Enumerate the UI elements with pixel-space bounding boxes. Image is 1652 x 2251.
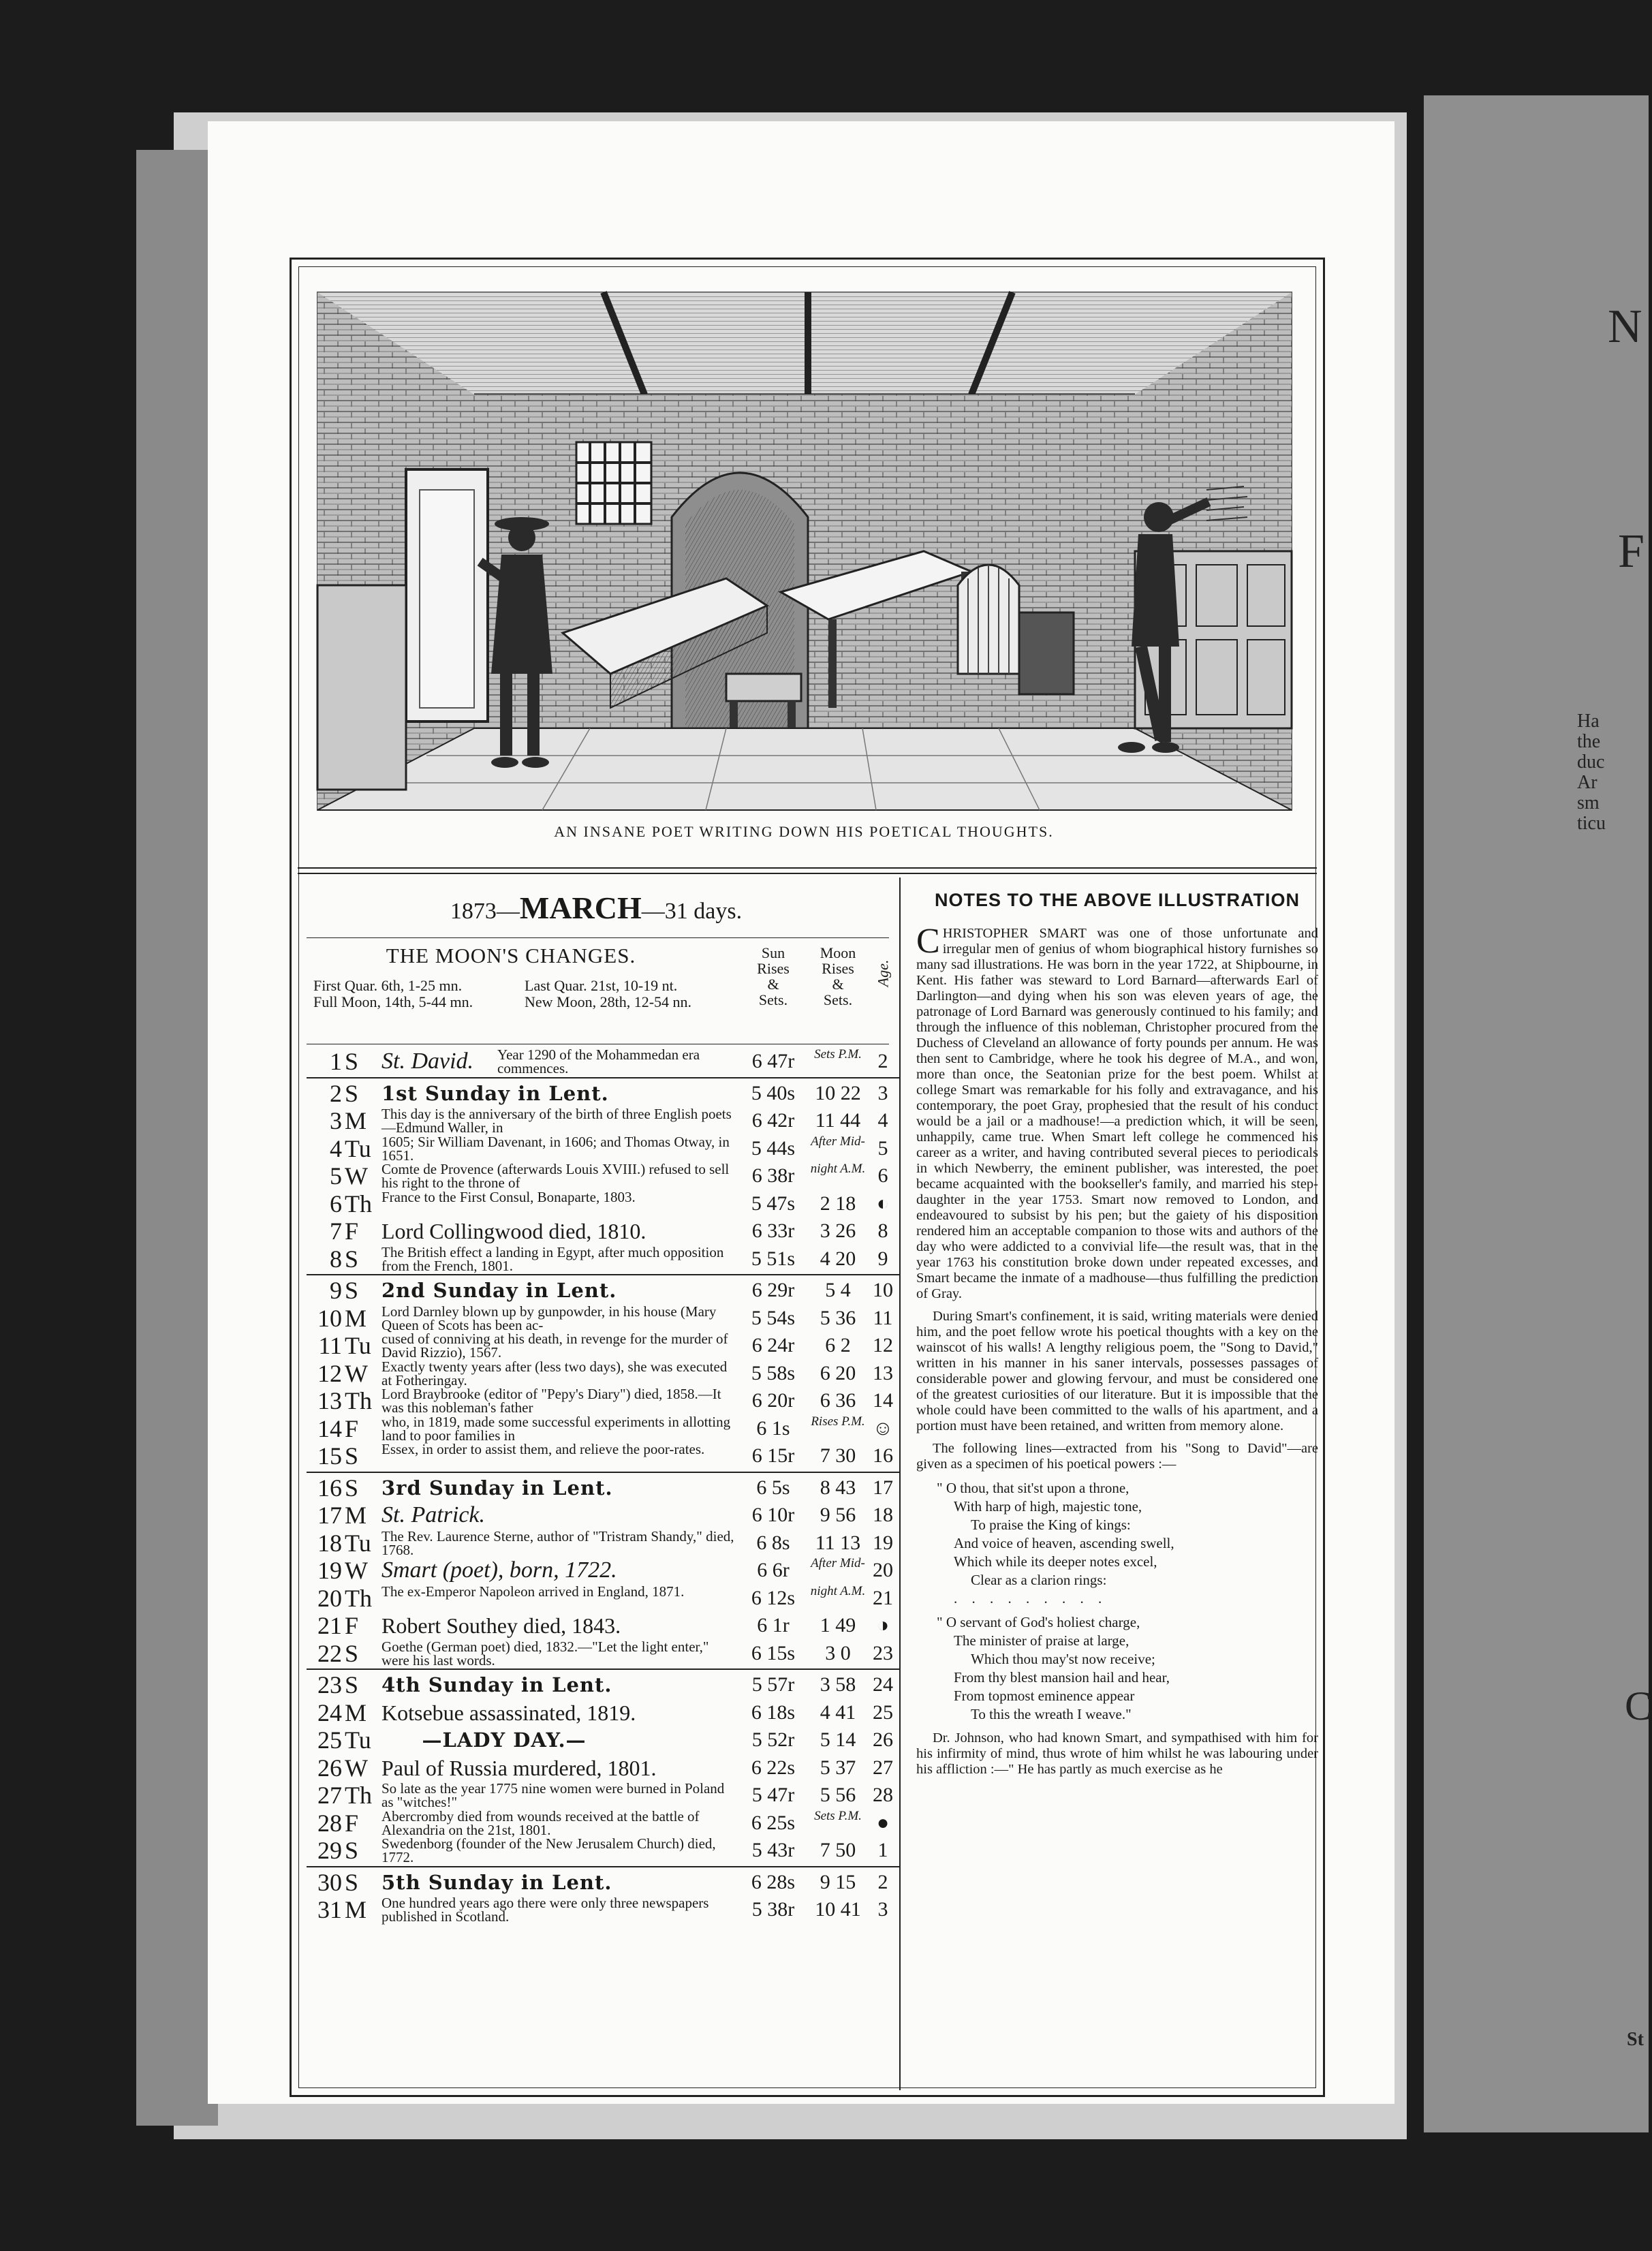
day-of-week: Tu [345,1134,371,1162]
sun-rises-sets: 5 38r [751,1898,795,1921]
day-event: 4th Sunday in Lent. [381,1673,612,1696]
sun-rises-sets: 6 12s [751,1586,796,1609]
day-event: Lord Darnley blown up by gunpowder, in his house (Mary Queen of Scots has been ac- [381,1303,717,1333]
day-number: 30 [317,1868,342,1896]
notes-paragraph-1 [916,922,1318,1302]
poem-line: The minister of praise at large, [954,1632,1129,1649]
adjacent-snippet-3: Ar [1577,772,1598,793]
poem-stanza-1 [937,1479,1318,1608]
day-of-week: S [345,1639,359,1667]
moon-age: 6 [877,1164,888,1187]
moon-rises-sets: After Mid- [811,1556,865,1570]
calendar-row [307,1190,889,1217]
adjacent-snippet-4: sm [1577,792,1600,813]
month-dash-1: — [496,899,520,924]
moon-rises-sets: 11 44 [815,1109,861,1132]
sun-rises-sets: 6 38r [751,1164,795,1187]
sun-rises-sets: 6 5s [756,1476,790,1499]
moon-rises-sets: 4 20 [820,1247,856,1270]
day-of-week: F [345,1809,359,1837]
day-number: 8 [330,1245,342,1273]
day-event: Exactly twenty years after (less two days), she was executed at Fotheringay. [381,1358,728,1388]
day-number: 26 [317,1754,342,1782]
moon-rises-sets: 11 13 [815,1531,861,1554]
day-of-week: Tu [345,1332,371,1359]
calendar-row [307,1896,889,1923]
sun-rises-sets: 6 25s [751,1811,796,1834]
sun-rises-sets: 6 1s [756,1416,790,1440]
poem-line: To praise the King of kings: [971,1517,1131,1533]
adjacent-letter-c: C [1625,1683,1652,1728]
day-of-week: W [345,1557,368,1584]
calendar-row [307,1527,893,1558]
day-of-week: M [345,1304,367,1332]
calendar-row [307,1048,889,1075]
moon-rises-sets: 7 50 [820,1839,856,1861]
month-days: 31 days. [664,899,743,924]
sun-head-1: Sun [761,944,785,961]
day-event: 2nd Sunday in Lent. [381,1279,617,1302]
day-event: Robert Southey died, 1843. [381,1613,621,1638]
notes-paragraph-4: Dr. Johnson, who had known Smart, and sympathised with him for his infirmity of mind, thus wrote of him whilst he was labouring under his affliction :—" He has partly as much exercise as he [916,1730,1318,1777]
moon-rises-sets: 5 36 [820,1306,856,1329]
moon-age: 1 [877,1839,888,1861]
moon-rises-sets: 8 43 [820,1476,856,1499]
calendar-row [307,1358,893,1388]
sun-rises-sets: 6 10r [751,1504,795,1526]
moon-rises-sets: 5 4 [825,1279,851,1301]
day-event: Paul of Russia murdered, 1801. [381,1755,657,1780]
calendar-row [307,1638,893,1668]
calendar-row [307,1780,893,1810]
calendar-row [307,1303,893,1333]
moon-rises-sets: 2 18 [820,1192,856,1215]
calendar-row [307,1245,889,1273]
sun-rises-sets: 6 33r [751,1220,795,1242]
day-event: who, in 1819, made some successful experiments in allotting land to poor families in [381,1413,731,1444]
day-number: 28 [317,1809,342,1837]
calendar-row [307,1671,893,1698]
day-of-week: M [345,1896,367,1923]
day-event: The Rev. Laurence Sterne, author of "Tristram Shandy," died, 1768. [381,1527,734,1558]
moon-age: 2 [877,1050,888,1072]
sun-rises-sets: 5 44s [751,1136,796,1160]
day-event: St. David. [381,1049,474,1074]
sun-rises-sets: 5 47s [751,1192,796,1215]
week-separator [307,1472,899,1473]
day-event: One hundred years ago there were only three newspapers published in Scotland. [381,1895,709,1925]
moon-last-quarter: Last Quar. 21st, 10-19 nt. [525,977,678,994]
day-number: 4 [330,1134,342,1162]
moon-age: 25 [873,1701,893,1724]
day-number: 29 [317,1837,342,1864]
day-of-week: M [345,1107,367,1134]
day-of-week: Th [345,1584,372,1612]
day-number: 6 [330,1190,342,1217]
moon-rises-sets: 4 41 [820,1701,856,1724]
day-of-week: S [345,1079,359,1107]
day-number: 16 [317,1474,342,1502]
calendar-row [307,1107,889,1134]
poem-line: With harp of high, majestic tone, [954,1498,1142,1515]
moon-changes-left [313,978,518,1010]
day-of-week: Th [345,1387,372,1414]
day-number: 15 [317,1442,342,1470]
moon-rises-sets: 3 26 [820,1220,856,1242]
day-of-week: Th [345,1782,372,1809]
adjacent-letter-f: F [1618,525,1645,578]
calendar-row [307,1754,893,1782]
calendar-row [307,1583,893,1612]
day-event-note: Year 1290 of the Mohammedan era commences. [497,1046,700,1076]
moon-rises-sets: 3 0 [825,1641,851,1664]
moon-rises-sets: 9 15 [820,1870,856,1893]
day-event: Kotsebue assassinated, 1819. [381,1700,636,1725]
calendar-row [307,1502,893,1529]
day-event: Essex, in order to assist them, and relieve the poor-rates. [381,1441,705,1457]
week-separator [307,1668,899,1670]
sun-rises-sets: 5 51s [751,1247,796,1270]
day-of-week: S [345,1837,359,1864]
moon-age: 14 [873,1389,893,1412]
adjacent-snippet-1: the [1577,731,1601,752]
calendar-row [307,1869,889,1896]
day-of-week: F [345,1217,359,1245]
day-number: 19 [317,1557,342,1584]
day-of-week: W [345,1359,368,1387]
moon-rises-sets: night A.M. [810,1162,866,1176]
day-event: Lord Collingwood died, 1810. [381,1219,646,1243]
moon-head-3: & [832,976,844,993]
sun-rises-sets: 5 40s [751,1081,796,1104]
poem-line: Which while its deeper notes excel, [954,1553,1157,1570]
week-separator [307,1274,899,1275]
moon-age: 18 [873,1504,893,1526]
moon-age: ● [876,1811,890,1834]
sun-head-4: Sets. [758,991,788,1008]
calendar-row [307,1474,893,1502]
moon-age: 20 [873,1559,893,1581]
moon-age: 24 [873,1673,893,1696]
day-event: France to the First Consul, Bonaparte, 1803. [381,1188,636,1205]
moon-age: ◐ [876,1192,890,1215]
notes-title: NOTES TO THE ABOVE ILLUSTRATION [934,890,1300,910]
moon-age: 2 [877,1870,888,1893]
moon-rises-sets: Sets P.M. [814,1808,862,1823]
moon-changes-heading: THE MOON'S CHANGES. [386,944,636,967]
column-divider [899,878,901,2090]
engraving-illustration [317,292,1292,811]
section-rule-bottom [298,873,1317,874]
day-number: 23 [317,1671,342,1698]
sun-rises-sets: 5 54s [751,1306,796,1329]
day-number: 18 [317,1529,342,1557]
day-of-week: Tu [345,1726,371,1754]
moon-age: 17 [873,1476,893,1499]
moon-rises-sets: 10 41 [815,1898,861,1921]
sun-rises-sets: 6 6r [757,1559,790,1581]
calendar-row [307,1612,889,1639]
adjacent-snippet-2: duc [1577,751,1605,773]
day-number: 31 [317,1896,342,1923]
moon-first-quarter: First Quar. 6th, 1-25 mn. [313,977,463,994]
notes-column [916,890,1318,1784]
poem-line: And voice of heaven, ascending swell, [954,1535,1174,1551]
moon-rises-sets: Rises P.M. [811,1414,865,1429]
calendar-row [307,1556,893,1584]
day-number: 21 [317,1612,342,1639]
day-of-week: W [345,1754,368,1782]
moon-age: 21 [873,1586,893,1609]
sun-head-2: Rises [757,960,790,977]
moon-age: 8 [877,1220,888,1242]
day-number: 11 [318,1332,342,1359]
day-event: Abercromby died from wounds received at the battle of Alexandria on the 21st, 1801. [381,1807,700,1838]
poem-line: Which thou may'st now receive; [971,1651,1155,1667]
moon-head-1: Moon [820,944,856,961]
poem-line: From topmost eminence appear [954,1688,1135,1704]
drop-cap: C [916,922,940,961]
month-dash-2: — [641,899,665,924]
calendar-row [307,1413,894,1444]
illustration-caption: AN INSANE POET WRITING DOWN HIS POETICAL THOUGHTS. [554,823,1054,840]
sun-head-3: & [767,976,779,993]
day-number: 17 [317,1502,342,1529]
adjacent-snippet-5: ticu [1577,813,1606,834]
poem-ellipsis: . . . . . . . . . [954,1590,1108,1606]
day-of-week: S [345,1671,359,1698]
calendar-row [307,1726,893,1754]
sun-rises-sets: 5 58s [751,1361,796,1384]
day-of-week: S [345,1474,359,1502]
day-number: 7 [330,1217,342,1245]
day-event: cused of conniving at his death, in revenge for the murder of David Rizzio), 1567. [381,1331,728,1361]
day-event: So late as the year 1775 nine women were burned in Poland as "witches!" [381,1780,725,1810]
moon-rises-sets: After Mid- [811,1134,865,1149]
week-separator [307,1077,899,1078]
day-event: The British effect a landing in Egypt, after much opposition from the French, 1801. [381,1243,724,1274]
calendar-row [307,1837,889,1864]
moon-changes-right [525,978,729,1010]
day-of-week: S [345,1048,359,1075]
sun-rises-sets: 6 20r [751,1389,795,1412]
month-year: 1873 [450,899,497,924]
poem-line: To this the wreath I weave." [971,1706,1132,1722]
moon-head-4: Sets. [823,991,853,1008]
moon-rises-sets: 9 56 [820,1504,856,1526]
day-of-week: M [345,1698,367,1726]
poem-line: " O thou, that sit'st upon a throne, [937,1480,1129,1496]
day-event: Goethe (German poet) died, 1832.—"Let the light enter," were his last words. [381,1638,709,1668]
day-number: 10 [317,1304,342,1332]
sun-rises-sets: 6 28s [751,1870,796,1893]
calendar-row [307,1807,890,1838]
poem-line: Clear as a clarion rings: [971,1572,1107,1588]
day-of-week: S [345,1277,359,1304]
moon-column-heading [807,945,869,1008]
day-event: The ex-Emperor Napoleon arrived in England, 1871. [381,1583,685,1600]
moon-rises-sets: 1 49 [820,1614,856,1636]
day-of-week: Tu [345,1529,371,1557]
moon-age: 12 [873,1334,893,1356]
moon-age: 3 [877,1081,888,1104]
notes-paragraph-3: The following lines—extracted from his "Song to David"—are given as a specimen of his poetical powers :— [916,1441,1318,1472]
sun-rises-sets: 6 8s [756,1531,790,1554]
sun-rises-sets: 5 52r [751,1728,795,1751]
moon-rises-sets: 10 22 [815,1081,861,1104]
moon-age: 26 [873,1728,893,1751]
age-column-heading: Age. [874,959,892,987]
poem-line: From thy blest mansion hail and hear, [954,1669,1170,1686]
day-number: 22 [317,1639,342,1667]
calendar-row [307,1080,889,1107]
adjacent-letter-st: St [1627,2029,1644,2050]
day-number: 14 [317,1414,342,1442]
moon-rises-sets: 3 58 [820,1673,856,1696]
moon-new: New Moon, 28th, 12-54 nn. [525,993,692,1010]
almanac-page [208,121,1394,2104]
day-of-week: Th [345,1190,372,1217]
moon-age: 9 [877,1247,888,1270]
moon-age: ◑ [876,1614,890,1636]
day-number: 20 [317,1584,342,1612]
calendar-row [307,1441,893,1470]
adjacent-page [1424,95,1652,2132]
calendar-row [307,1331,893,1361]
day-of-week: F [345,1414,359,1442]
moon-age: 27 [873,1756,893,1779]
moon-head-2: Rises [822,960,854,977]
day-of-week: S [345,1245,359,1273]
day-of-week: S [345,1868,359,1896]
sun-rises-sets: 5 43r [751,1839,795,1861]
poem-line: " O servant of God's holiest charge, [937,1614,1140,1630]
calendar-row [307,1217,889,1245]
moon-rises-sets: 5 14 [820,1728,856,1751]
moon-age: 28 [873,1784,893,1806]
sun-rises-sets: 6 15s [751,1641,796,1664]
day-event: St. Patrick. [381,1502,486,1527]
sun-rises-sets: 5 47r [751,1784,795,1806]
day-event: 5th Sunday in Lent. [381,1870,612,1894]
moon-age: 23 [873,1641,893,1664]
sun-rises-sets: 6 42r [751,1109,795,1132]
calendar-row [307,1277,893,1304]
adjacent-snippet-0: Ha [1577,711,1600,732]
day-event: Lord Braybrooke (editor of "Pepy's Diary") died, 1858.—It was this nobleman's father [381,1386,721,1416]
day-event: Swedenborg (founder of the New Jerusalem Church) died, 1772. [381,1835,716,1865]
sun-rises-sets: 5 57r [751,1673,795,1696]
notes-paragraph-1-text: HRISTOPHER SMART was one of those unfortunate and irregular men of genius of whom biographical history furnishes so many sad illustrations. He was born in the year 1722, at Shipbourne, in Kent. His father was steward to Lord Barnard—afterwards Earl of Darlington—and dying when his son was eleven years of age, the patronage of Lord Barnard was generously continued to his family; and through the influence of this nobleman, Christopher procured from the Duchess of Cleveland an allowance of forty pounds per annum. He was then sent to Cambridge, where he took his degree of M.A., and won, more than once, the Seatonian prize for the best poem. Whilst at college Smart was remarkable for his folly and extravagance, and his contemporary, the poet Gray, prophesied that the result of his conduct would be a jail or a madhouse!—a prediction which, it will be seen, unhappily, came true. When Smart left college he commenced his career as a writer, and having contributed several pieces to periodicals in which Newberry, the eminent publisher, was interested, the poet became acquainted with the bookseller's family, and married his step-daughter in the year 1753. Smart now removed to London, and endeavoured to subsist by his pen; but the gaiety of his disposition rendered him an acceptable companion to those wits and authors of the day who were addicted to a convivial life—the result was, that in the year 1763 his constitution broke down under repeated excesses, and Smart became the inmate of a madhouse—thus fulfilling the prediction of Gray. [916,926,1318,1301]
section-rule-top [298,867,1317,869]
day-number: 9 [330,1277,342,1304]
day-number: 1 [330,1048,342,1075]
moon-rises-sets: 5 37 [820,1756,856,1779]
day-event: This day is the anniversary of the birth of three English poets—Edmund Waller, in [381,1106,732,1136]
sun-rises-sets: 6 22s [751,1756,796,1779]
day-number: 5 [330,1162,342,1190]
moon-rises-sets: night A.M. [810,1583,866,1598]
day-number: 3 [330,1107,342,1134]
sun-rises-sets: 6 29r [751,1279,795,1301]
day-of-week: W [345,1162,368,1190]
moon-changes-box [307,937,892,1044]
day-event: Comte de Provence (afterwards Louis XVIII.) refused to sell his right to the throne of [381,1161,730,1191]
calendar-row [307,1698,893,1726]
sun-column-heading [743,945,804,1008]
shadow-sheet [136,150,218,2126]
moon-rises-sets: Sets P.M. [814,1047,862,1061]
month-title [303,890,889,926]
day-of-week: M [345,1502,367,1529]
calendar-row [307,1162,889,1190]
day-event: —LADY DAY.— [422,1728,587,1752]
sun-rises-sets: 6 24r [751,1334,795,1356]
day-event: 1605; Sir William Davenant, in 1606; and Thomas Otway, in 1651. [381,1133,730,1164]
moon-age: 10 [873,1279,893,1301]
sun-rises-sets: 6 1r [757,1614,790,1636]
day-event: Smart (poet), born, 1722. [381,1557,617,1583]
moon-age: 4 [877,1109,888,1132]
moon-rises-sets: 5 56 [820,1784,856,1806]
notes-paragraph-2: During Smart's confinement, it is said, writing materials were denied him, and the poet fellow wrote his poetical thoughts with a key on the wainscot of his walls! A lengthy religious poem, the "Song to David," written in his manner in his saner intervals, possesses passages of considerable power and glowing fervour, and must be considered one of the greatest curiosities of our literature. But it is impossible that the whole could have been committed to the walls of his apartment, and a portion must have been retained, and written from memory alone. [916,1309,1318,1433]
moon-rises-sets: 7 30 [820,1444,856,1467]
moon-age: 11 [873,1306,893,1329]
moon-rises-sets: 6 20 [820,1361,856,1384]
calendar-row [307,1386,893,1416]
day-of-week: F [345,1612,359,1639]
moon-age: 16 [873,1444,893,1467]
moon-rises-sets: 6 2 [825,1334,851,1356]
sun-rises-sets: 6 47r [751,1050,795,1072]
moon-rises-sets: 6 36 [820,1389,856,1412]
adjacent-letter-n: N [1608,300,1642,353]
day-number: 25 [317,1726,342,1754]
month-name: MARCH [519,890,642,925]
moon-age: ☺ [872,1416,894,1440]
day-event: 1st Sunday in Lent. [381,1081,609,1105]
poem-stanza-2 [937,1613,1318,1724]
calendar-row [307,1135,889,1162]
day-event: 3rd Sunday in Lent. [381,1476,613,1500]
sun-rises-sets: 6 15r [751,1444,795,1467]
moon-age: 5 [877,1136,888,1160]
moon-age: 13 [873,1361,893,1384]
moon-age: 19 [873,1531,893,1554]
day-of-week: S [345,1442,359,1470]
day-number: 24 [317,1698,342,1726]
day-number: 2 [330,1079,342,1107]
moon-full: Full Moon, 14th, 5-44 mn. [313,993,473,1010]
moon-age: 3 [877,1898,888,1921]
sun-rises-sets: 6 18s [751,1701,796,1724]
day-number: 27 [317,1782,342,1809]
week-separator [307,1866,899,1867]
day-number: 13 [317,1387,342,1414]
day-number: 12 [317,1359,342,1387]
